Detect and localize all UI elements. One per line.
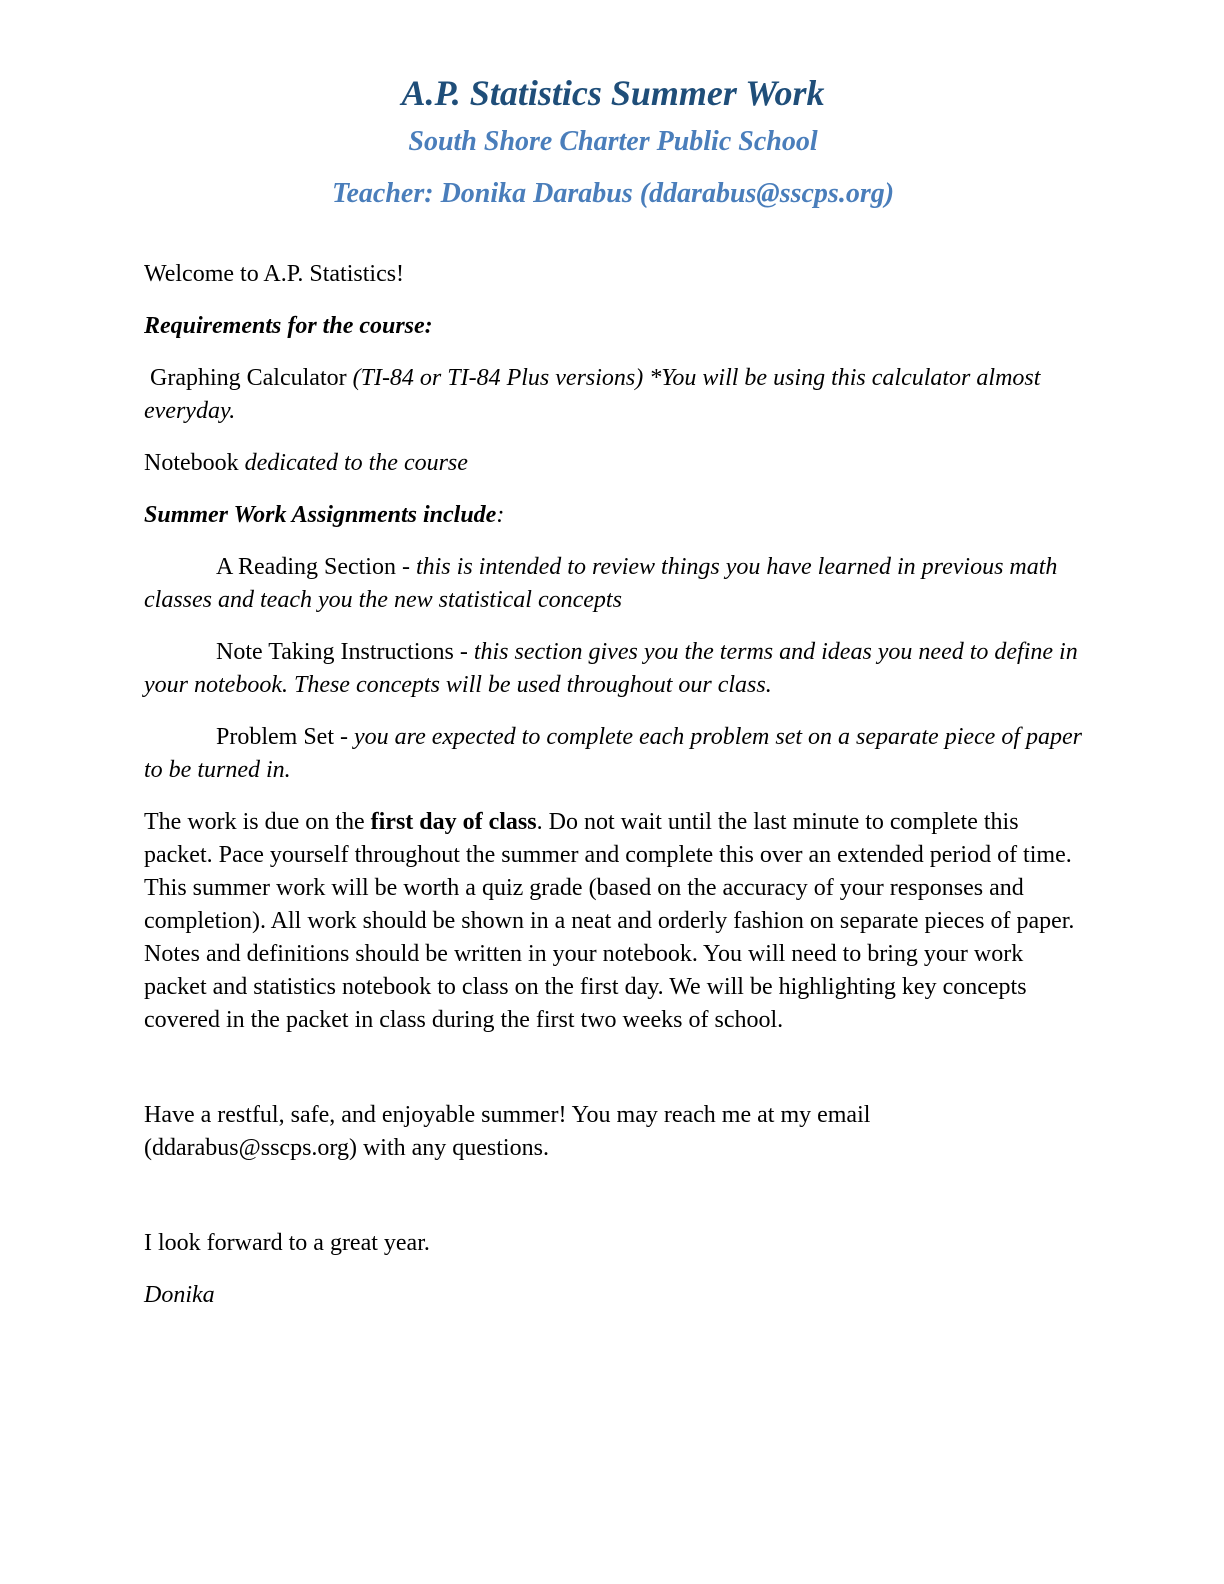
assignment-item-detail: this section gives you the terms and ideas you need to define in your notebook. These concepts will be used throughout our class.: [144, 639, 1084, 699]
due-date-after: . Do not wait until the last minute to complete this packet. Pace yourself throughout the summer and complete this over an extended period of time. This summer work will be worth a quiz grade (based on the accuracy of your responses and completion). All work should be shown in a neat and orderly fashion on separate pieces of paper. Notes and definitions should be written in your notebook. You will need to bring your work packet and statistics notebook to class on the first day. We will be highlighting key concepts covered in the packet in class during the first two weeks of school.: [144, 809, 1081, 1034]
assignment-item-problem-set: [144, 721, 1088, 787]
requirements-heading: Requirements for the course:: [144, 313, 433, 340]
assignment-item-note-taking: [144, 636, 1082, 702]
assignments-heading-text: Summer Work Assignments include: [144, 502, 497, 529]
due-date-paragraph: [144, 806, 1082, 1037]
assignments-heading-colon: :: [496, 502, 505, 529]
notebook-requirement-lead: Notebook: [144, 450, 245, 477]
calculator-requirement-detail: (TI-84 or TI-84 Plus versions) *You will be using this calculator almost everyday.: [144, 365, 1047, 425]
welcome-text: Welcome to A.P. Statistics!: [144, 261, 405, 288]
assignment-item-reading-section: [144, 551, 1082, 617]
closing-line: I look forward to a great year.: [144, 1230, 430, 1257]
assignment-item-lead: Note Taking Instructions -: [216, 639, 474, 666]
school-name: South Shore Charter Public School: [408, 126, 818, 158]
teacher-line: Teacher: Donika Darabus (ddarabus@sscps.org): [331, 177, 895, 209]
summer-wishes-paragraph: Have a restful, safe, and enjoyable summer! You may reach me at my email (ddarabus@sscps.org) with any questions.: [144, 1102, 877, 1162]
due-date-bold-phrase: first day of class: [370, 809, 537, 836]
calculator-requirement-lead: Graphing Calculator: [144, 365, 353, 392]
assignment-item-lead: A Reading Section -: [216, 554, 416, 581]
notebook-requirement-detail: dedicated to the course: [244, 450, 468, 477]
assignments-heading: [144, 499, 1082, 532]
document-title: A.P. Statistics Summer Work: [401, 73, 825, 113]
calculator-requirement: [144, 362, 1082, 428]
assignment-item-detail: this is intended to review things you have learned in previous math classes and teach you the new statistical concepts: [144, 554, 1064, 614]
notebook-requirement: [144, 447, 1082, 480]
assignment-item-detail: you are expected to complete each problem set on a separate piece of paper to be turned in.: [144, 724, 1088, 784]
due-date-before: The work is due on the: [144, 809, 371, 836]
assignment-item-lead: Problem Set -: [216, 724, 354, 751]
signature: Donika: [144, 1282, 215, 1309]
